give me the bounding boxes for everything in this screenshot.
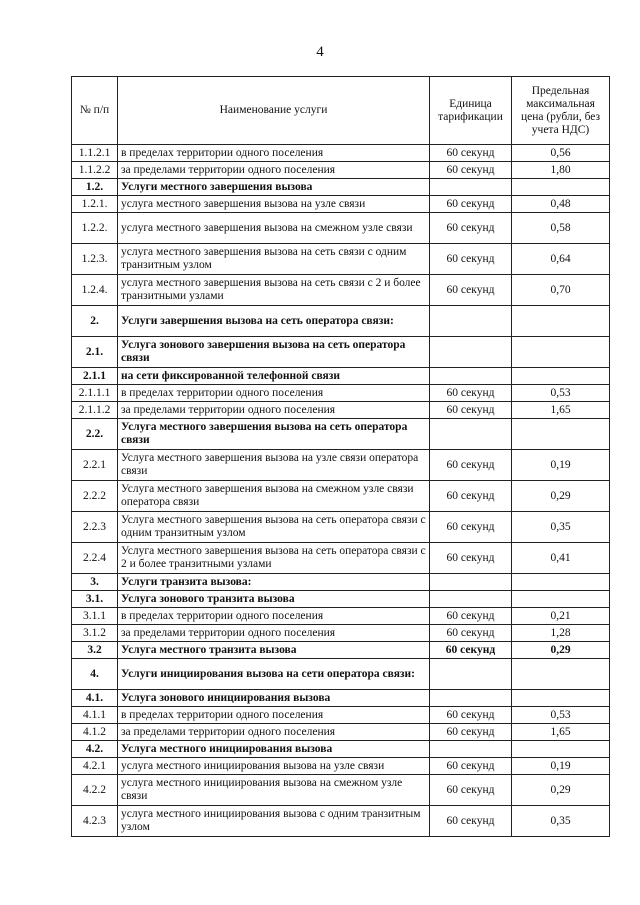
service-name: услуга местного инициирования вызова на узле связи <box>118 758 430 775</box>
service-name: за пределами территории одного поселения <box>118 162 430 179</box>
tariff-unit: 60 секунд <box>430 481 512 512</box>
table-row <box>72 419 610 450</box>
max-price: 0,21 <box>512 608 610 625</box>
tariff-unit <box>430 179 512 196</box>
max-price <box>512 419 610 450</box>
table-header-row <box>72 77 610 145</box>
tariff-unit <box>430 659 512 690</box>
row-number: 4.2.1 <box>72 758 118 775</box>
tariff-unit <box>430 368 512 385</box>
tariff-unit: 60 секунд <box>430 275 512 306</box>
max-price <box>512 179 610 196</box>
tariff-unit: 60 секунд <box>430 758 512 775</box>
row-number: 4. <box>72 659 118 690</box>
service-name: за пределами территории одного поселения <box>118 402 430 419</box>
header-unit: Единица тарификации <box>430 77 512 145</box>
service-name: в пределах территории одного поселения <box>118 608 430 625</box>
max-price <box>512 741 610 758</box>
row-number: 1.1.2.2 <box>72 162 118 179</box>
row-number: 1.2.4. <box>72 275 118 306</box>
max-price <box>512 690 610 707</box>
max-price: 0,64 <box>512 244 610 275</box>
max-price: 0,29 <box>512 481 610 512</box>
table-row <box>72 179 610 196</box>
tariff-unit: 60 секунд <box>430 608 512 625</box>
service-name: Услуги транзита вызова: <box>118 574 430 591</box>
service-name: Услуга местного инициирования вызова <box>118 741 430 758</box>
service-name: Услуга зонового инициирования вызова <box>118 690 430 707</box>
row-number: 4.2. <box>72 741 118 758</box>
tariff-unit: 60 секунд <box>430 625 512 642</box>
row-number: 4.1.2 <box>72 724 118 741</box>
max-price: 0,41 <box>512 543 610 574</box>
row-number: 4.2.2 <box>72 775 118 806</box>
table-row <box>72 368 610 385</box>
tariff-unit: 60 секунд <box>430 402 512 419</box>
row-number: 1.2.3. <box>72 244 118 275</box>
table-row <box>72 758 610 775</box>
table-row <box>72 481 610 512</box>
tariff-unit: 60 секунд <box>430 196 512 213</box>
max-price <box>512 306 610 337</box>
row-number: 1.1.2.1 <box>72 145 118 162</box>
row-number: 2.2.1 <box>72 450 118 481</box>
table-row <box>72 337 610 368</box>
header-name: Наименование услуги <box>118 77 430 145</box>
service-name: услуга местного инициирования вызова с одним транзитным узлом <box>118 806 430 837</box>
row-number: 2.2.3 <box>72 512 118 543</box>
table-row <box>72 724 610 741</box>
tariff-unit: 60 секунд <box>430 724 512 741</box>
max-price: 0,29 <box>512 642 610 659</box>
table-row <box>72 450 610 481</box>
max-price <box>512 368 610 385</box>
table-row <box>72 659 610 690</box>
row-number: 1.2.2. <box>72 213 118 244</box>
row-number: 2.2. <box>72 419 118 450</box>
tariff-unit: 60 секунд <box>430 775 512 806</box>
tariff-unit <box>430 306 512 337</box>
row-number: 4.2.3 <box>72 806 118 837</box>
service-name: Услуга местного транзита вызова <box>118 642 430 659</box>
tariff-unit <box>430 690 512 707</box>
service-name: услуга местного завершения вызова на узле связи <box>118 196 430 213</box>
max-price <box>512 337 610 368</box>
service-name: Услуги завершения вызова на сеть оператора связи: <box>118 306 430 337</box>
row-number: 4.1.1 <box>72 707 118 724</box>
tariff-unit: 60 секунд <box>430 450 512 481</box>
table-row <box>72 213 610 244</box>
row-number: 4.1. <box>72 690 118 707</box>
table-row <box>72 145 610 162</box>
service-name: на сети фиксированной телефонной связи <box>118 368 430 385</box>
max-price: 1,65 <box>512 724 610 741</box>
tariff-unit: 60 секунд <box>430 512 512 543</box>
row-number: 2.2.2 <box>72 481 118 512</box>
tariff-unit <box>430 574 512 591</box>
tariff-table <box>71 76 610 837</box>
service-name: услуга местного инициирования вызова на смежном узле связи <box>118 775 430 806</box>
service-name: в пределах территории одного поселения <box>118 707 430 724</box>
table-row <box>72 707 610 724</box>
tariff-unit: 60 секунд <box>430 385 512 402</box>
row-number: 2.1. <box>72 337 118 368</box>
service-name: Услуга местного завершения вызова на сеть оператора связи <box>118 419 430 450</box>
service-name: в пределах территории одного поселения <box>118 385 430 402</box>
table-row <box>72 642 610 659</box>
max-price: 0,19 <box>512 450 610 481</box>
table-row <box>72 591 610 608</box>
max-price: 0,70 <box>512 275 610 306</box>
table-row <box>72 196 610 213</box>
max-price: 0,53 <box>512 707 610 724</box>
row-number: 3. <box>72 574 118 591</box>
service-name: Услуги инициирования вызова на сети оператора связи: <box>118 659 430 690</box>
service-name: Услуга зонового транзита вызова <box>118 591 430 608</box>
max-price: 0,29 <box>512 775 610 806</box>
row-number: 2.2.4 <box>72 543 118 574</box>
table-row <box>72 690 610 707</box>
table-row <box>72 275 610 306</box>
max-price: 1,65 <box>512 402 610 419</box>
max-price: 0,48 <box>512 196 610 213</box>
max-price: 0,19 <box>512 758 610 775</box>
max-price <box>512 574 610 591</box>
service-name: Услуги местного завершения вызова <box>118 179 430 196</box>
service-name: Услуга зонового завершения вызова на сеть оператора связи <box>118 337 430 368</box>
page-number: 4 <box>316 44 324 60</box>
service-name: услуга местного завершения вызова на сеть связи с одним транзитным узлом <box>118 244 430 275</box>
tariff-unit: 60 секунд <box>430 213 512 244</box>
table-body <box>72 145 610 837</box>
table-row <box>72 625 610 642</box>
table-row <box>72 574 610 591</box>
tariff-unit <box>430 419 512 450</box>
row-number: 3.1.1 <box>72 608 118 625</box>
row-number: 2. <box>72 306 118 337</box>
max-price <box>512 591 610 608</box>
max-price: 1,80 <box>512 162 610 179</box>
max-price: 0,58 <box>512 213 610 244</box>
table-row <box>72 402 610 419</box>
table-row <box>72 385 610 402</box>
tariff-unit <box>430 741 512 758</box>
tariff-unit: 60 секунд <box>430 707 512 724</box>
tariff-unit: 60 секунд <box>430 806 512 837</box>
header-num: № п/п <box>72 77 118 145</box>
max-price: 0,53 <box>512 385 610 402</box>
service-name: за пределами территории одного поселения <box>118 625 430 642</box>
row-number: 3.2 <box>72 642 118 659</box>
max-price: 0,35 <box>512 806 610 837</box>
table-row <box>72 543 610 574</box>
service-name: услуга местного завершения вызова на сеть связи с 2 и более транзитными узлами <box>118 275 430 306</box>
service-name: Услуга местного завершения вызова на смежном узле связи оператора связи <box>118 481 430 512</box>
row-number: 2.1.1 <box>72 368 118 385</box>
tariff-unit <box>430 591 512 608</box>
tariff-unit: 60 секунд <box>430 244 512 275</box>
row-number: 2.1.1.1 <box>72 385 118 402</box>
row-number: 3.1.2 <box>72 625 118 642</box>
table-row <box>72 306 610 337</box>
service-name: за пределами территории одного поселения <box>118 724 430 741</box>
max-price: 0,35 <box>512 512 610 543</box>
header-price: Предельная максимальная цена (рубли, без учета НДС) <box>512 77 610 145</box>
table-row <box>72 741 610 758</box>
tariff-unit: 60 секунд <box>430 145 512 162</box>
tariff-unit: 60 секунд <box>430 543 512 574</box>
tariff-unit <box>430 337 512 368</box>
service-name: Услуга местного завершения вызова на сеть оператора связи с 2 и более транзитными узлами <box>118 543 430 574</box>
service-name: Услуга местного завершения вызова на узле связи оператора связи <box>118 450 430 481</box>
service-name: услуга местного завершения вызова на смежном узле связи <box>118 213 430 244</box>
table-row <box>72 244 610 275</box>
table-row <box>72 512 610 543</box>
max-price: 0,56 <box>512 145 610 162</box>
max-price <box>512 659 610 690</box>
table-row <box>72 162 610 179</box>
row-number: 3.1. <box>72 591 118 608</box>
table-row <box>72 608 610 625</box>
tariff-unit: 60 секунд <box>430 162 512 179</box>
service-name: в пределах территории одного поселения <box>118 145 430 162</box>
service-name: Услуга местного завершения вызова на сеть оператора связи с одним транзитным узлом <box>118 512 430 543</box>
table-row <box>72 775 610 806</box>
table-row <box>72 806 610 837</box>
row-number: 1.2. <box>72 179 118 196</box>
max-price: 1,28 <box>512 625 610 642</box>
row-number: 1.2.1. <box>72 196 118 213</box>
row-number: 2.1.1.2 <box>72 402 118 419</box>
tariff-unit: 60 секунд <box>430 642 512 659</box>
